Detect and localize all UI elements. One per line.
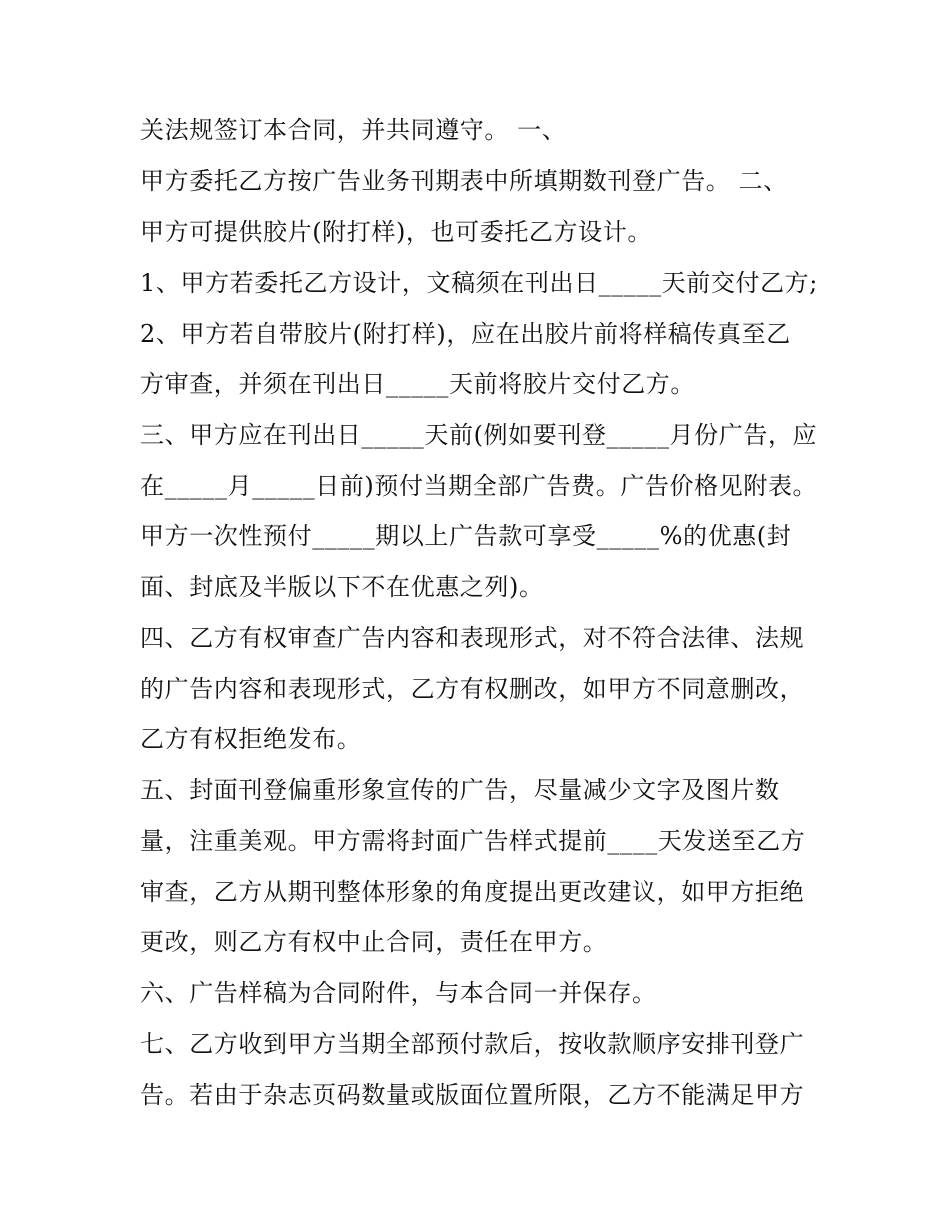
text-line: 量，注重美观。甲方需将封面广告样式提前____天发送至乙方: [140, 827, 806, 855]
text-line: 审查，乙方从期刊整体形象的角度提出更改建议，如甲方拒绝: [140, 878, 805, 906]
text-line: 关法规签订本合同，并共同遵守。 一、: [140, 116, 567, 144]
text-line: 的广告内容和表现形式，乙方有权删改，如甲方不同意删改，: [140, 675, 805, 703]
text-line: 在_____月_____日前)预付当期全部广告费。广告价格见附表。: [140, 472, 818, 500]
text-line: 六、广告样稿为合同附件，与本合同一并保存。: [140, 979, 657, 1007]
text-line: 甲方可提供胶片(附打样)，也可委托乙方设计。: [140, 218, 652, 246]
text-line: 四、乙方有权审查广告内容和表现形式，对不符合法律、法规: [140, 624, 805, 652]
text-line: 方审查，并须在刊出日_____天前将胶片交付乙方。: [140, 370, 695, 398]
text-line: 1、甲方若委托乙方设计，文稿须在刊出日_____天前交付乙方;: [140, 269, 818, 297]
text-line: 告。若由于杂志页码数量或版面位置所限，乙方不能满足甲方: [140, 1081, 805, 1109]
text-line: 甲方委托乙方按广告业务刊期表中所填期数刊登广告。 二、: [140, 167, 788, 195]
text-line: 乙方有权拒绝发布。: [140, 725, 362, 753]
text-line: 面、封底及半版以下不在优惠之列)。: [140, 573, 544, 601]
text-line: 甲方一次性预付_____期以上广告款可享受_____%的优惠(封: [140, 522, 792, 550]
text-line: 三、甲方应在刊出日_____天前(例如要刊登_____月份广告，应: [140, 421, 818, 449]
text-line: 七、乙方收到甲方当期全部预付款后，按收款顺序安排刊登广: [140, 1030, 805, 1058]
text-line: 2、甲方若自带胶片(附打样)，应在出胶片前将样稿传真至乙: [140, 320, 791, 348]
text-line: 五、封面刊登偏重形象宣传的广告，尽量减少文字及图片数: [140, 776, 780, 804]
text-line: 更改，则乙方有权中止合同，责任在甲方。: [140, 928, 608, 956]
